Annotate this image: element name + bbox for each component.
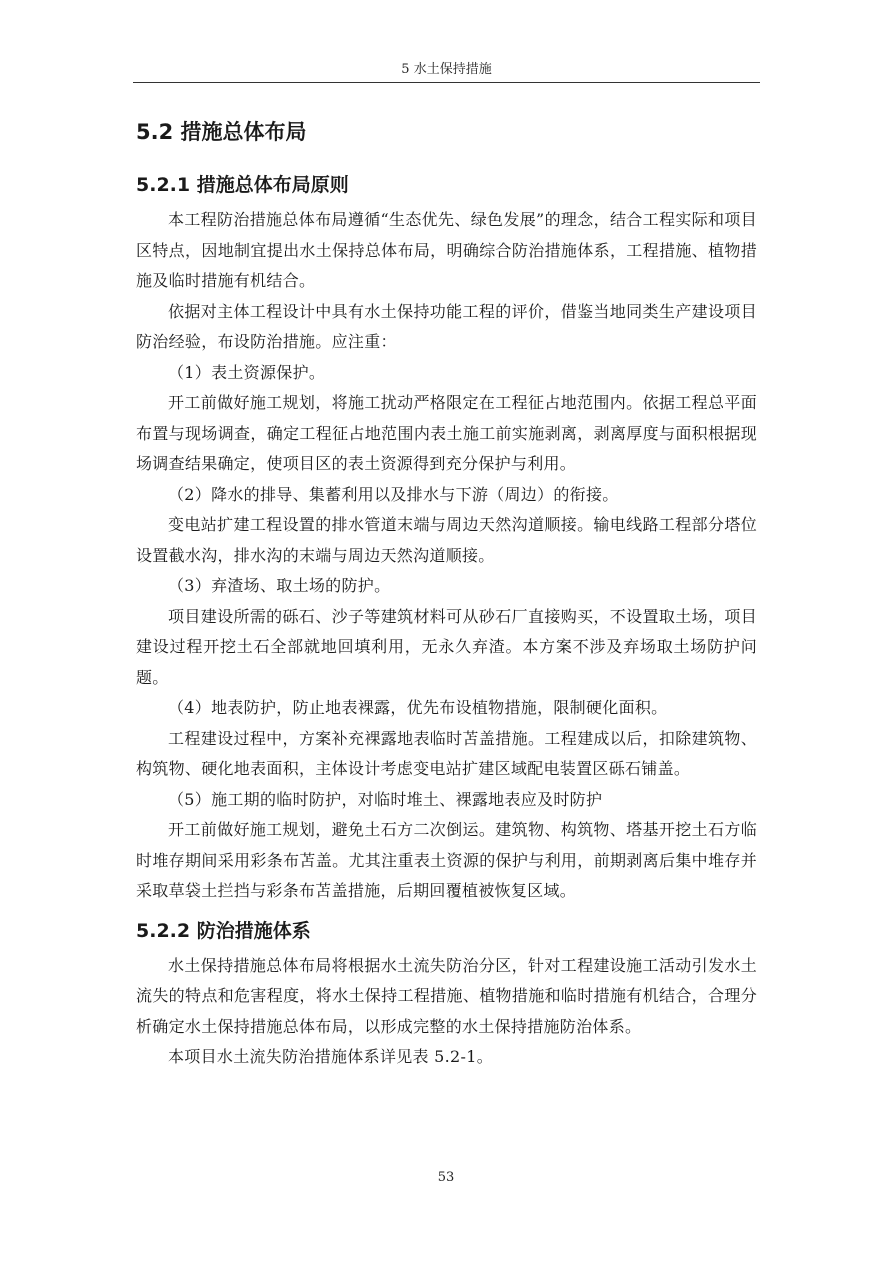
paragraph: 项目建设所需的砾石、沙子等建筑材料可从砂石厂直接购买，不设置取土场，项目建设过程开挖土石全部就地回填利用，无永久弃渣。本方案不涉及弃场取土场防护问题。 — [136, 606, 757, 687]
list-item: （3）弃渣场、取土场的防护。 — [168, 576, 391, 595]
paragraph: 变电站扩建工程设置的排水管道末端与周边天然沟道顺接。输电线路工程部分塔位设置截水沟，排水沟的末端与周边天然沟道顺接。 — [136, 515, 757, 565]
list-item: （2）降水的排导、集蓄利用以及排水与下游（周边）的衔接。 — [168, 484, 619, 504]
running-header: 5 水土保持措施 — [401, 62, 492, 77]
paragraph: 本工程防治措施总体布局遵循“生态优先、绿色发展”的理念，结合工程实际和项目区特点，因地制宜提出水土保持总体布局，明确综合防治措施体系，工程措施、植物措施及临时措施有机结合。 — [136, 210, 757, 290]
list-item: （5）施工期的临时防护，对临时堆土、裸露地表应及时防护 — [168, 789, 603, 809]
list-item: （1）表土资源保护。 — [168, 362, 326, 382]
paragraph: 开工前做好施工规划，将施工扰动严格限定在工程征占地范围内。依据工程总平面布置与现场调查，确定工程征占地范围内表土施工前实施剥离，剥离厚度与面积根据现场调查结果确定，使项目区的表土资源得到充分保护与利用。 — [136, 393, 757, 473]
paragraph: 水土保持措施总体布局将根据水土流失防治分区，针对工程建设施工活动引发水土流失的特点和危害程度，将水土保持工程措施、植物措施和临时措施有机结合，合理分析确定水土保持措施总体布局，以形成完整的水土保持措施防治体系。 — [136, 955, 757, 1036]
header-rule — [133, 82, 760, 83]
list-item: （4）地表防护，防止地表裸露，优先布设植物措施，限制硬化面积。 — [168, 698, 668, 717]
paragraph: 开工前做好施工规划，避免土石方二次倒运。建筑物、构筑物、塔基开挖土石方临时堆存期间采用彩条布苫盖。尤其注重表土资源的保护与利用，前期剥离后集中堆存并采取草袋土拦挡与彩条布苫盖措施，后期回覆植被恢复区域。 — [136, 820, 757, 900]
page-content — [136, 112, 757, 1073]
page-number: 53 — [437, 1170, 455, 1185]
paragraph: 依据对主体工程设计中具有水土保持功能工程的评价，借鉴当地同类生产建设项目防治经验，布设防治措施。应注重： — [136, 301, 757, 351]
paragraph: 工程建设过程中，方案补充裸露地表临时苫盖措施。工程建成以后，扣除建筑物、构筑物、硬化地表面积，主体设计考虑变电站扩建区域配电装置区砾石铺盖。 — [136, 728, 757, 778]
subsection-title: 5.2.2 防治措施体系 — [136, 919, 311, 942]
subsection-title: 5.2.1 措施总体布局原则 — [136, 174, 349, 196]
paragraph: 本项目水土流失防治措施体系详见表 5.2-1。 — [168, 1047, 494, 1066]
section-title: 5.2 措施总体布局 — [136, 120, 307, 144]
